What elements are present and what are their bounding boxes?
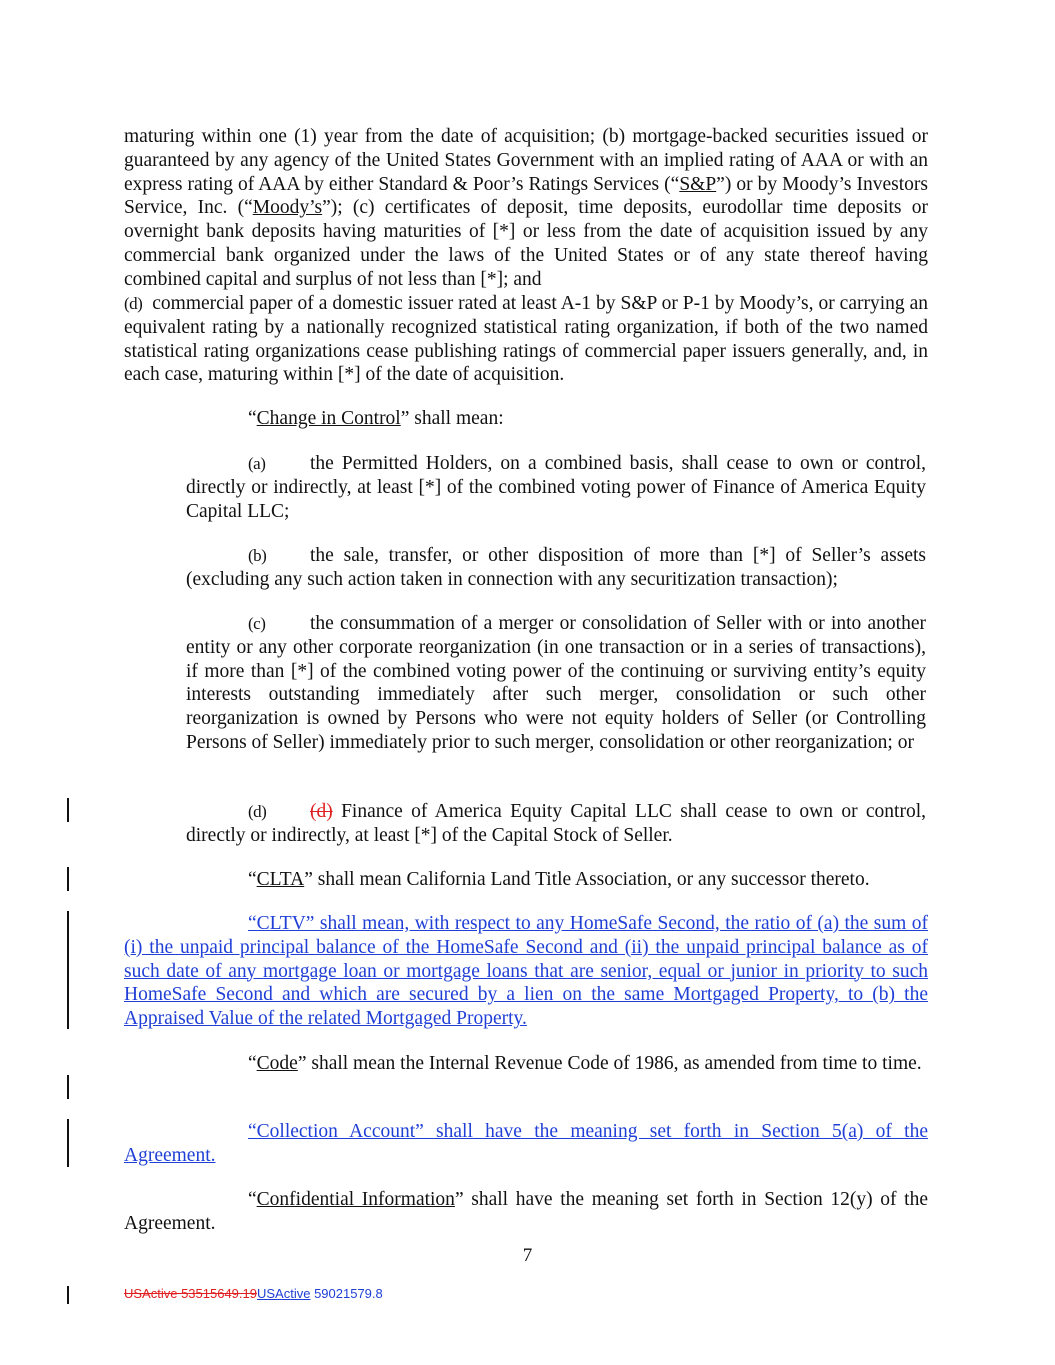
definition-clta <box>124 868 928 892</box>
doc-id-number: 59021579.8 <box>310 1286 383 1301</box>
text: the sale, transfer, or other disposition of more than [*] of Seller’s assets (excluding any such action taken in connection with any securitization transaction); <box>186 545 926 590</box>
deleted-doc-id: USActive 53515649.19 <box>124 1286 257 1301</box>
inserted-doc-id: USActive <box>256 1286 311 1301</box>
defined-term: Confidential Information <box>256 1189 455 1210</box>
change-bar <box>67 1075 69 1099</box>
deleted-text: (d) <box>310 801 333 822</box>
clause-c <box>186 612 926 755</box>
text: Finance of America Equity Capital LLC shall cease to own or control, directly or indirectly, at least [*] of the Capital Stock of Seller. <box>186 801 926 846</box>
inserted-text: “Collection Account” shall have the meaning set forth in Section 5(a) of the Agreement. <box>124 1121 928 1166</box>
change-bar <box>67 911 69 1029</box>
item-label: (a) <box>248 454 266 473</box>
quote: “ <box>248 869 257 890</box>
change-bar <box>67 1286 69 1304</box>
text: the consummation of a merger or consolidation of Seller with or into another entity or any other corporate reorganization (in one transaction or in a series of transactions), if more than [*] of the combined voting power of the continuing or surviving entity’s equity interests outstanding immediately after such merger, consolidation or such other reorganization is owned by Persons who were not equity holders of Seller (or Controlling Persons of Seller) immediately prior to such merger, consolidation or other reorganization; or <box>186 613 926 753</box>
defined-term: Change in Control <box>256 408 401 429</box>
definition-collection-account-inserted <box>124 1120 928 1168</box>
defined-term-sp: S&P <box>679 173 717 195</box>
quote: “ <box>248 1053 257 1074</box>
page-number: 7 <box>522 1245 533 1266</box>
text: ”); (c) certificates of deposit, time deposits, eurodollar time deposits or overnight bank deposits having maturities of [*] or less from the date of acquisition issued by any commercial bank organized under the laws of the United States or of any state thereof having combined capital and surplus of not less than [*]; and <box>124 197 928 290</box>
paragraph-commercial-paper <box>124 292 928 387</box>
text: ”) or by Moody’s Investors Service, Inc. (“ <box>124 173 928 219</box>
paragraph-cash-equivalents <box>124 125 928 292</box>
item-label: (c) <box>248 614 266 633</box>
definition-confidential-information <box>124 1188 928 1236</box>
clause-a <box>186 452 926 523</box>
clause-d <box>186 800 926 848</box>
change-bar <box>67 798 69 822</box>
defined-term-moodys: Moody’s <box>252 197 323 219</box>
definition-change-in-control <box>124 407 928 431</box>
defined-term: Code <box>256 1053 298 1074</box>
text: ” shall mean: <box>400 408 504 429</box>
clause-b <box>186 544 926 592</box>
text: ” shall mean the Internal Revenue Code of 1986, as amended from time to time. <box>297 1053 922 1074</box>
quote: “ <box>248 408 257 429</box>
item-label: (d) <box>248 802 267 821</box>
change-bar <box>67 1119 69 1167</box>
defined-term: CLTA <box>256 869 305 890</box>
text: ” shall mean California Land Title Association, or any successor thereto. <box>304 869 870 890</box>
change-bar <box>67 867 69 891</box>
item-label: (b) <box>248 546 267 565</box>
item-label: (d) <box>124 294 143 313</box>
definition-code <box>124 1052 928 1076</box>
inserted-text: “CLTV” shall mean, with respect to any HomeSafe Second, the ratio of (a) the sum of (i) the unpaid principal balance of the HomeSafe Second and (ii) the unpaid principal balance as of such date of any mortgage loan or mortgage loans that are senior, equal or junior in priority to such HomeSafe Second and which are secured by a lien on the same Mortgaged Property, to (b) the Appraised Value of the related Mortgaged Property. <box>124 913 928 1030</box>
text: maturing within one (1) year from the date of acquisition; (b) mortgage-backed securities issued or guaranteed by any agency of the United States Government with an implied rating of AAA or with an express rating of AAA by either Standard & Poor’s Ratings Services (“ <box>124 126 928 195</box>
text: the Permitted Holders, on a combined basis, shall cease to own or control, directly or indirectly, at least [*] of the combined voting power of Finance of America Equity Capital LLC; <box>186 453 926 522</box>
text: commercial paper of a domestic issuer rated at least A-1 by S&P or P-1 by Moody’s, or carrying an equivalent rating by a nationally recognized statistical rating organization, if both of the two named statistical rating organizations cease publishing ratings of commercial paper issuers generally, and, in each case, maturing within [*] of the date of acquisition. <box>124 293 928 386</box>
definition-cltv-inserted <box>124 912 928 1031</box>
document-id-footer <box>124 1286 383 1301</box>
text: ” shall have the meaning set forth in Section 12(y) of the Agreement. <box>124 1189 928 1234</box>
quote: “ <box>248 1189 257 1210</box>
